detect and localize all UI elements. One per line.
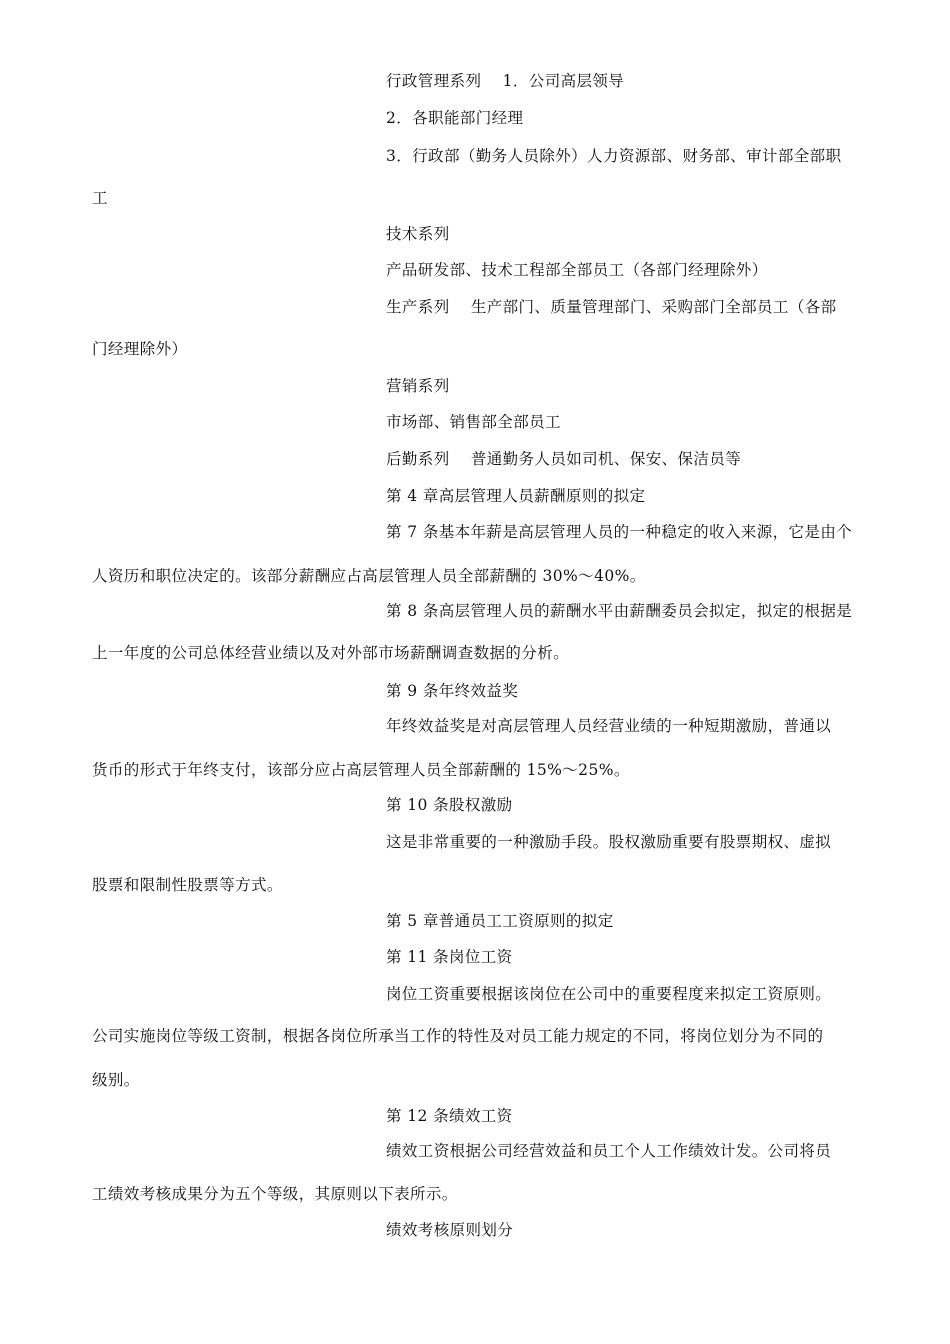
text-line: 第 12 条绩效工资 (386, 1107, 513, 1125)
text-line: 第 10 条股权激励 (386, 796, 513, 814)
text-line: 营销系列 (386, 377, 450, 395)
text-line: 第 11 条岗位工资 (386, 948, 513, 966)
text-line: 工 (92, 189, 108, 207)
text-line: 技术系列 (386, 225, 450, 243)
text-line: 3．行政部（勤务人员除外）人力资源部、财务部、审计部全部职 (386, 147, 842, 165)
text-line: 绩效考核原则划分 (386, 1221, 514, 1239)
text-line: 级别。 (92, 1071, 140, 1089)
section-heading: 第 5 章普通员工工资原则的拟定 (386, 912, 614, 930)
text-line: 第 8 条高层管理人员的薪酬水平由薪酬委员会拟定，拟定的根据是 (386, 602, 853, 620)
text-line: 后勤系列 普通勤务人员如司机、保安、保洁员等 (386, 450, 742, 468)
text-line: 门经理除外） (92, 340, 188, 358)
text-line: 货币的形式于年终支付，该部分应占高层管理人员全部薪酬的 15%～25%。 (92, 761, 630, 779)
text-line: 工绩效考核成果分为五个等级，其原则以下表所示。 (92, 1185, 458, 1203)
text-line: 人资历和职位决定的。该部分薪酬应占高层管理人员全部薪酬的 30%～40%。 (92, 567, 646, 585)
text-line: 这是非常重要的一种激励手段。股权激励重要有股票期权、虚拟 (386, 833, 832, 851)
section-heading: 第 4 章高层管理人员薪酬原则的拟定 (386, 487, 646, 505)
text-line: 股票和限制性股票等方式。 (92, 876, 283, 894)
text-line: 公司实施岗位等级工资制，根据各岗位所承当工作的特性及对员工能力规定的不同，将岗位划分为不同的 (92, 1027, 824, 1045)
text-line: 第 7 条基本年薪是高层管理人员的一种稳定的收入来源，它是由个 (386, 523, 853, 541)
text-line: 绩效工资根据公司经营效益和员工个人工作绩效计发。公司将员 (386, 1142, 832, 1160)
text-line: 岗位工资重要根据该岗位在公司中的重要程度来拟定工资原则。 (386, 985, 832, 1003)
text-line: 年终效益奖是对高层管理人员经营业绩的一种短期激励，普通以 (386, 717, 832, 735)
text-line: 生产系列 生产部门、质量管理部门、采购部门全部员工（各部 (386, 298, 837, 316)
text-line: 第 9 条年终效益奖 (386, 682, 519, 700)
text-line: 2．各职能部门经理 (386, 109, 524, 127)
text-line: 产品研发部、技术工程部全部员工（各部门经理除外） (386, 261, 768, 279)
text-line: 上一年度的公司总体经营业绩以及对外部市场薪酬调查数据的分析。 (92, 644, 570, 662)
text-line: 行政管理系列 1．公司高层领导 (386, 72, 625, 90)
text-line: 市场部、销售部全部员工 (386, 413, 561, 431)
